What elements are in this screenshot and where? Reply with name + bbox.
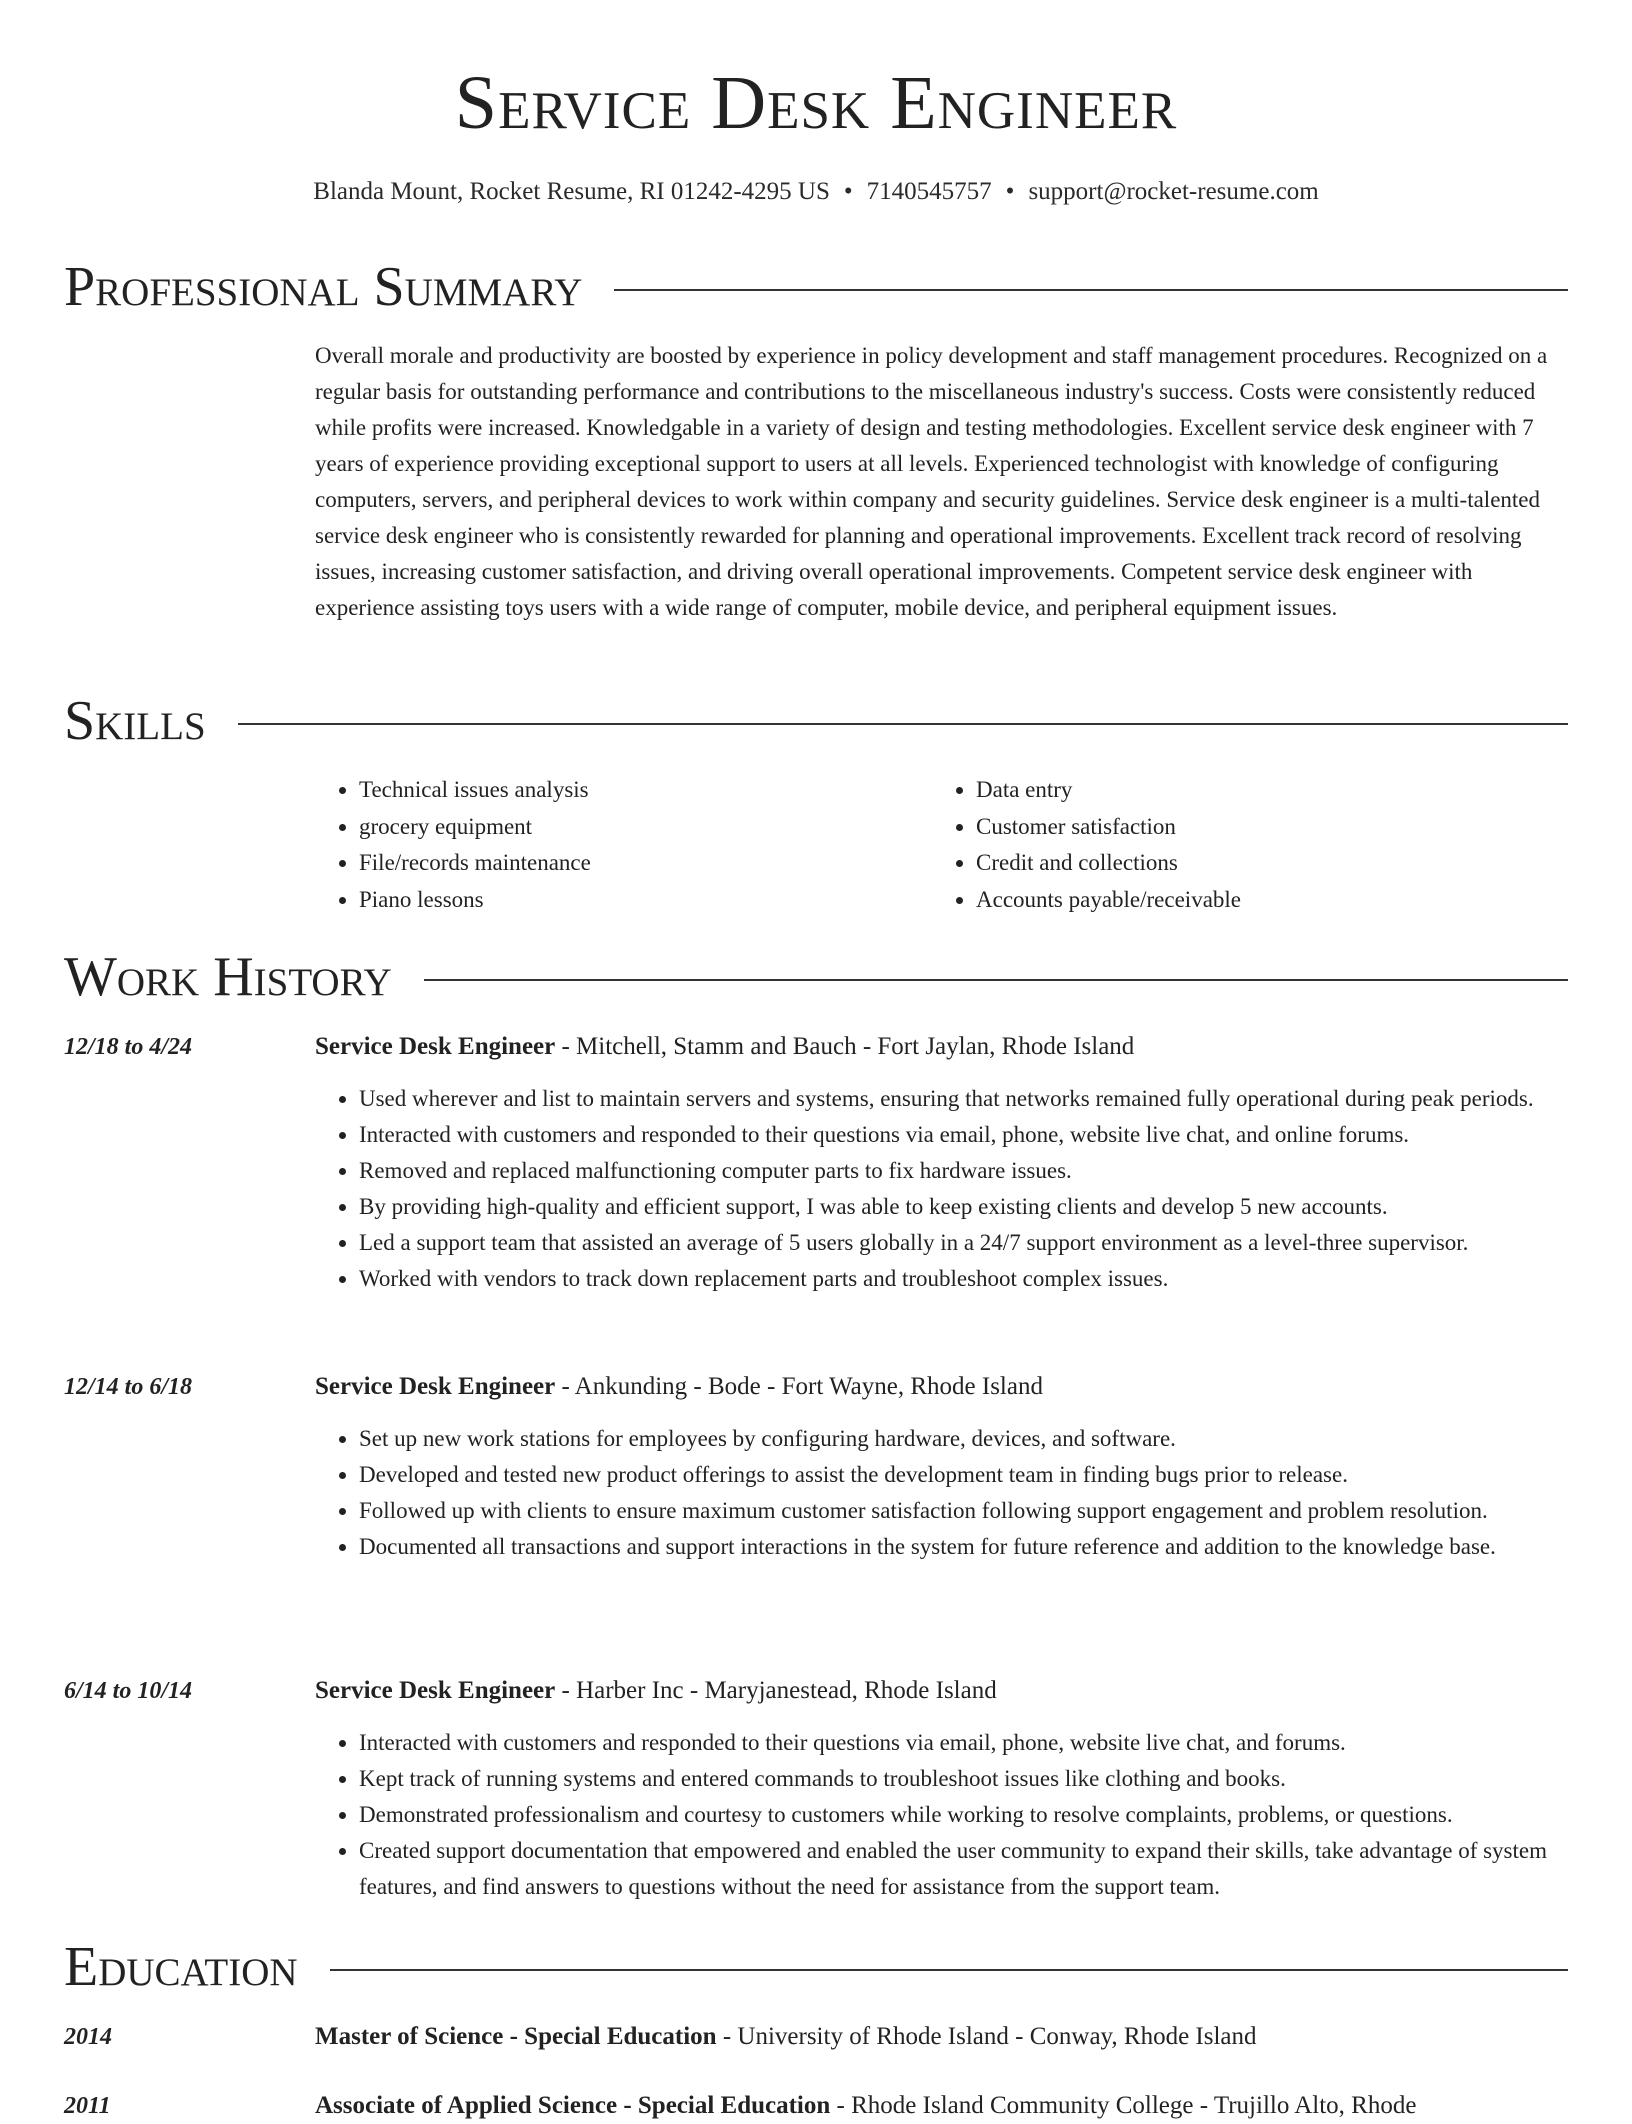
skills-section-title: Skills bbox=[64, 690, 206, 752]
job-bullet: • Set up new work stations for employees by configuring hardware, devices, and software. bbox=[359, 1421, 1570, 1457]
job-bullets bbox=[315, 1081, 1570, 1297]
job-title: Service Desk Engineer bbox=[315, 1373, 556, 1400]
job-employer-location: - Ankunding - Bode - Fort Wayne, Rhode Island bbox=[555, 1373, 1043, 1400]
education-entry bbox=[315, 2019, 1570, 2055]
summary-body bbox=[315, 338, 1570, 626]
section-divider bbox=[424, 979, 1568, 981]
job-bullets bbox=[315, 1421, 1570, 1565]
job-bullets bbox=[315, 1725, 1570, 1905]
contact-separator: • bbox=[843, 178, 853, 205]
job-title: Service Desk Engineer bbox=[315, 1033, 556, 1060]
job-heading bbox=[315, 1673, 1570, 1709]
job-employer-location: - Harber Inc - Maryjanestead, Rhode Island bbox=[555, 1677, 997, 1704]
job-bullet: • Interacted with customers and responded to their questions via email, phone, website live chat, and forums. bbox=[359, 1725, 1570, 1761]
summary-text: Overall morale and productivity are boosted by experience in policy development and staff management procedures. Recognized on a regular basis for outstanding performance and contributions to the miscellaneous industry's success. Costs were consistently reduced while profits were increased. Knowledgable in a variety of design and testing methodologies. Excellent service desk engineer with 7 years of experience providing exceptional support to users at all levels. Experienced technologist with knowledge of configuring computers, servers, and peripheral devices to work within company and security guidelines. Service desk engineer is a multi-talented service desk engineer who is consistently rewarded for planning and operational improvements. Excellent track record of resolving issues, increasing customer satisfaction, and driving overall operational improvements. Competent service desk engineer with experience assisting toys users with a wide range of computer, mobile device, and peripheral equipment issues. bbox=[315, 343, 1548, 620]
skills-list bbox=[315, 772, 1570, 918]
contact-separator: • bbox=[1005, 178, 1015, 205]
job-dates: 12/14 to 6/18 bbox=[64, 1374, 193, 1400]
skill-item: • Technical issues analysis bbox=[359, 772, 932, 809]
section-divider bbox=[614, 289, 1568, 291]
section-divider bbox=[238, 723, 1568, 725]
work-section-title: Work History bbox=[64, 946, 392, 1008]
job-entry bbox=[315, 1673, 1570, 1905]
education-heading bbox=[315, 2088, 1570, 2124]
work-section-header bbox=[64, 942, 1568, 1012]
job-bullet: • Created support documentation that empowered and enabled the user community to expand their skills, take advantage of system features, and find answers to questions without the need for assistance from the support team. bbox=[359, 1833, 1570, 1905]
job-bullet: • By providing high-quality and efficient support, I was able to keep existing clients and develop 5 new accounts. bbox=[359, 1189, 1570, 1225]
education-degree: Master of Science - Special Education bbox=[315, 2023, 717, 2050]
job-dates: 12/18 to 4/24 bbox=[64, 1034, 193, 1060]
skills-column-right bbox=[932, 772, 1549, 918]
education-section-title: Education bbox=[64, 1936, 298, 1998]
skills-column-left bbox=[315, 772, 932, 918]
job-heading bbox=[315, 1369, 1570, 1405]
job-bullet: • Developed and tested new product offerings to assist the development team in finding bugs prior to release. bbox=[359, 1457, 1570, 1493]
summary-section-header bbox=[64, 252, 1568, 322]
job-bullet: • Used wherever and list to maintain servers and systems, ensuring that networks remained fully operational during peak periods. bbox=[359, 1081, 1570, 1117]
education-heading bbox=[315, 2019, 1570, 2055]
education-section-header bbox=[64, 1932, 1568, 2002]
job-bullet: • Kept track of running systems and entered commands to troubleshoot issues like clothing and books. bbox=[359, 1761, 1570, 1797]
skill-item: • Data entry bbox=[976, 772, 1549, 809]
education-degree: Associate of Applied Science - Special Education bbox=[315, 2092, 831, 2119]
job-bullet: • Removed and replaced malfunctioning computer parts to fix hardware issues. bbox=[359, 1153, 1570, 1189]
job-title: Service Desk Engineer bbox=[315, 1677, 556, 1704]
job-dates: 6/14 to 10/14 bbox=[64, 1678, 193, 1704]
job-entry bbox=[315, 1029, 1570, 1297]
education-school-location: - Rhode Island Community College - Trujillo Alto, Rhode bbox=[830, 2092, 1417, 2119]
resume-name-heading: Service Desk Engineer bbox=[454, 61, 1178, 145]
job-employer-location: - Mitchell, Stamm and Bauch - Fort Jaylan, Rhode Island bbox=[555, 1033, 1135, 1060]
job-entry bbox=[315, 1369, 1570, 1565]
skill-item: • Credit and collections bbox=[976, 845, 1549, 882]
contact-address: Blanda Mount, Rocket Resume, RI 01242-4295 US bbox=[313, 178, 830, 205]
skill-item: • Customer satisfaction bbox=[976, 809, 1549, 846]
skill-item: • grocery equipment bbox=[359, 809, 932, 846]
skill-item: • File/records maintenance bbox=[359, 845, 932, 882]
job-bullet: • Demonstrated professionalism and courtesy to customers while working to resolve complaints, problems, or questions. bbox=[359, 1797, 1570, 1833]
section-divider bbox=[330, 1969, 1568, 1971]
job-bullet: • Documented all transactions and support interactions in the system for future reference and addition to the knowledge base. bbox=[359, 1529, 1570, 1565]
contact-line bbox=[0, 174, 1632, 210]
summary-section-title: Professional Summary bbox=[64, 256, 583, 318]
job-bullet: • Worked with vendors to track down replacement parts and troubleshoot complex issues. bbox=[359, 1261, 1570, 1297]
contact-email: support@rocket-resume.com bbox=[1028, 178, 1319, 205]
job-heading bbox=[315, 1029, 1570, 1065]
education-school-location: - University of Rhode Island - Conway, Rhode Island bbox=[716, 2023, 1257, 2050]
skill-item: • Accounts payable/receivable bbox=[976, 882, 1549, 919]
education-entry bbox=[315, 2088, 1570, 2124]
education-year: 2011 bbox=[64, 2093, 111, 2119]
job-bullet: • Interacted with customers and responded to their questions via email, phone, website live chat, and online forums. bbox=[359, 1117, 1570, 1153]
education-year: 2014 bbox=[64, 2024, 112, 2050]
skill-item: • Piano lessons bbox=[359, 882, 932, 919]
job-bullet: • Led a support team that assisted an average of 5 users globally in a 24/7 support environment as a level-three supervisor. bbox=[359, 1225, 1570, 1261]
job-bullet: • Followed up with clients to ensure maximum customer satisfaction following support engagement and problem resolution. bbox=[359, 1493, 1570, 1529]
contact-phone: 7140545757 bbox=[866, 178, 992, 205]
skills-section-header bbox=[64, 686, 1568, 756]
